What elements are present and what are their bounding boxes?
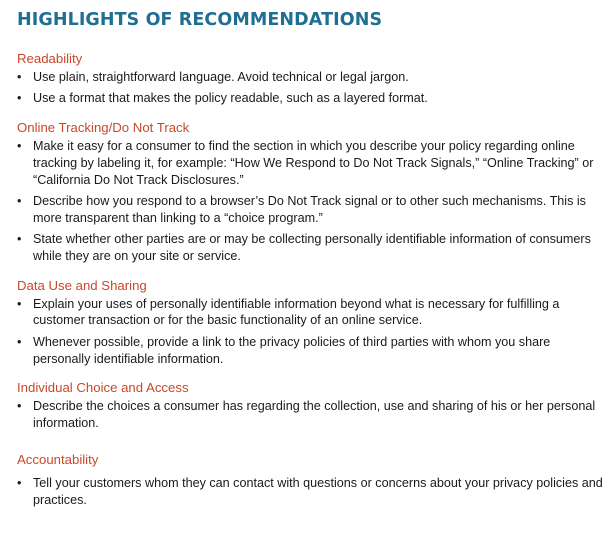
section-heading: Individual Choice and Access bbox=[17, 380, 189, 396]
list-item-text: Explain your uses of personally identifiable information beyond what is necessary for fulfilling a customer transaction or for the basic functionality of an online service. bbox=[33, 296, 560, 328]
list-item-text: Use a format that makes the policy readable, such as a layered format. bbox=[33, 91, 428, 106]
page-title: HIGHLIGHTS OF RECOMMENDATIONS bbox=[17, 10, 383, 30]
bullet-list bbox=[17, 398, 609, 432]
bullet-list bbox=[17, 475, 609, 509]
list-item bbox=[17, 475, 609, 509]
bullet-icon: • bbox=[17, 193, 22, 208]
document bbox=[17, 8, 609, 509]
section-heading: Readability bbox=[17, 51, 83, 66]
list-item bbox=[17, 193, 609, 227]
bullet-icon: • bbox=[17, 296, 22, 311]
bullet-list bbox=[17, 296, 609, 368]
list-item bbox=[17, 69, 609, 86]
section-heading: Accountability bbox=[17, 451, 99, 467]
list-item bbox=[17, 398, 609, 432]
bullet-icon: • bbox=[17, 475, 22, 490]
bullet-icon: • bbox=[17, 334, 22, 349]
list-item bbox=[17, 90, 609, 107]
bullet-icon: • bbox=[17, 70, 22, 84]
list-item-text: Tell your customers whom they can contact with questions or concerns about your privacy policies and practices. bbox=[33, 475, 603, 507]
section-heading: Online Tracking/Do Not Track bbox=[17, 120, 190, 136]
list-item-text: State whether other parties are or may be collecting personally identifiable information of consumers while they are on your site or service. bbox=[33, 232, 591, 263]
list-item bbox=[17, 231, 609, 265]
section-heading: Data Use and Sharing bbox=[17, 277, 147, 293]
list-item bbox=[17, 138, 609, 188]
list-item-text: Make it easy for a consumer to find the section in which you describe your policy regarding online tracking by labeling it, for example: “How We Respond to Do Not Track Signals,” “Online Tracking” or “California Do Not Track Disclosures.” bbox=[33, 139, 594, 187]
section-individual-choice bbox=[17, 379, 609, 432]
list-item bbox=[17, 296, 609, 330]
list-item bbox=[17, 334, 609, 368]
section-data-use bbox=[17, 277, 609, 368]
bullet-list bbox=[17, 138, 609, 265]
bullet-list bbox=[17, 69, 609, 107]
bullet-icon: • bbox=[17, 91, 22, 106]
bullet-icon: • bbox=[17, 399, 22, 414]
list-item-text: Describe how you respond to a browser’s Do Not Track signal or to other such mechanisms. This is more transparent than linking to a “choice program.” bbox=[33, 193, 586, 225]
bullet-icon: • bbox=[17, 139, 22, 154]
section-readability bbox=[17, 50, 609, 107]
section-online-tracking bbox=[17, 119, 609, 265]
list-item-text: Describe the choices a consumer has regarding the collection, use and sharing of his or her personal information. bbox=[33, 399, 596, 431]
section-accountability bbox=[17, 451, 609, 509]
list-item-text: Whenever possible, provide a link to the privacy policies of third parties with whom you share personally identifiable information. bbox=[33, 334, 551, 366]
bullet-icon: • bbox=[17, 232, 22, 247]
list-item-text: Use plain, straightforward language. Avoid technical or legal jargon. bbox=[33, 70, 409, 84]
